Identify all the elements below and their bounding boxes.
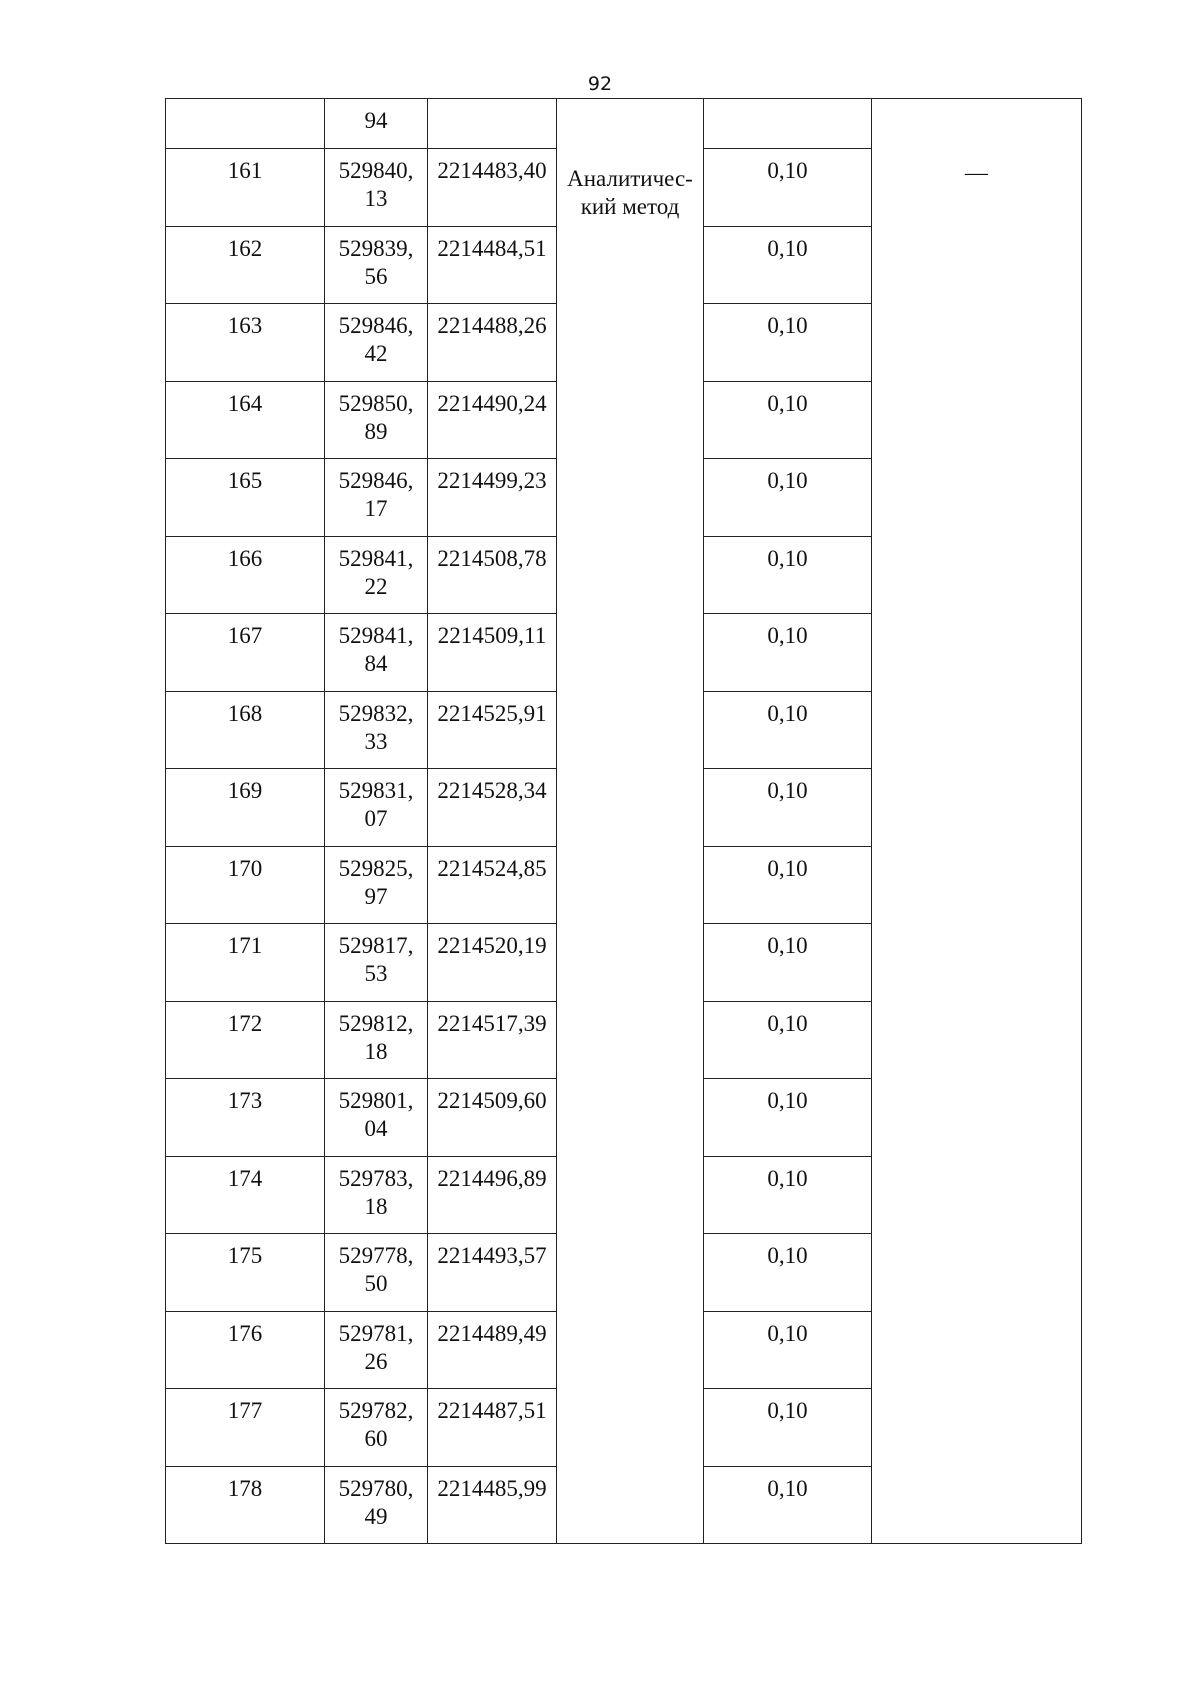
cell-x-fraction: 17	[364, 496, 388, 521]
cell-x-fraction: 18	[364, 1193, 388, 1219]
coordinates-table	[165, 98, 1082, 1544]
cell-error: 0,10	[704, 149, 872, 227]
cell-x	[325, 1079, 428, 1157]
cell-error: 0,10	[704, 769, 872, 847]
cell-point-number: 163	[166, 304, 325, 382]
cell-x-fraction: 26	[364, 1348, 388, 1374]
cell-x-fraction: 18	[364, 1038, 388, 1064]
cell-y: 2214493,57	[428, 1234, 557, 1312]
cell-point-number: 168	[166, 691, 325, 769]
cell-x-fraction: 89	[364, 418, 388, 444]
cell-y: 2214528,34	[428, 769, 557, 847]
cell-x	[325, 381, 428, 459]
cell-error: 0,10	[704, 1079, 872, 1157]
coordinates-table-body	[166, 99, 1082, 1544]
cell-error: 0,10	[704, 1156, 872, 1234]
cell-x-integer: 529846,	[338, 468, 414, 493]
cell-x	[325, 1466, 428, 1544]
cell-error: 0,10	[704, 1389, 872, 1467]
cell-error: 0,10	[704, 1311, 872, 1389]
cell-x-integer: 529812,	[338, 1010, 414, 1036]
cell-y: 2214517,39	[428, 1001, 557, 1079]
cell-x-fraction: 49	[364, 1503, 388, 1529]
cell-x-integer: 529801,	[338, 1088, 414, 1113]
cell-x-integer: 529846,	[338, 313, 414, 338]
cell-x	[325, 1389, 428, 1467]
cell-error: 0,10	[704, 304, 872, 382]
cell-y: 2214496,89	[428, 1156, 557, 1234]
cell-x-fraction: 13	[364, 186, 388, 211]
cell-error: 0,10	[704, 1466, 872, 1544]
cell-point-number: 178	[166, 1466, 325, 1544]
cell-error: 0,10	[704, 536, 872, 614]
cell-point-number: 169	[166, 769, 325, 847]
cell-error: 0,10	[704, 691, 872, 769]
cell-point-number: 174	[166, 1156, 325, 1234]
cell-error: 0,10	[704, 1001, 872, 1079]
cell-point-number: 170	[166, 846, 325, 924]
cell-y: 2214485,99	[428, 1466, 557, 1544]
cell-y: 2214525,91	[428, 691, 557, 769]
cell-x-integer: 529780,	[338, 1475, 414, 1501]
cell-x-fraction: 42	[364, 341, 388, 366]
cell-x	[325, 1001, 428, 1079]
cell-x-integer: 529840,	[338, 158, 414, 183]
cell-error: 0,10	[704, 614, 872, 692]
method-text: Аналитичес-кий метод	[567, 166, 693, 219]
cell-x-integer: 529832,	[338, 700, 414, 726]
cell-y: 2214508,78	[428, 536, 557, 614]
cell-y: 2214509,11	[428, 614, 557, 692]
cell-x-integer: 529839,	[338, 235, 414, 261]
cell-point-number	[166, 99, 325, 149]
cell-x	[325, 1156, 428, 1234]
cell-x-integer: 529841,	[338, 545, 414, 571]
cell-x-fraction: 22	[364, 573, 388, 599]
cell-x	[325, 226, 428, 304]
cell-point-number: 162	[166, 226, 325, 304]
cell-point-number: 173	[166, 1079, 325, 1157]
cell-error: 0,10	[704, 924, 872, 1002]
cell-point-number: 161	[166, 149, 325, 227]
cell-x-integer: 529841,	[338, 623, 414, 648]
cell-point-number: 167	[166, 614, 325, 692]
cell-x-integer: 529817,	[338, 933, 414, 958]
cell-x-integer: 529783,	[338, 1165, 414, 1191]
cell-x	[325, 304, 428, 382]
cell-y: 2214524,85	[428, 846, 557, 924]
cell-point-number: 166	[166, 536, 325, 614]
cell-x-integer: 529825,	[338, 855, 414, 881]
cell-y: 2214489,49	[428, 1311, 557, 1389]
cell-x	[325, 1311, 428, 1389]
cell-x-fraction: 84	[364, 651, 388, 676]
cell-point-number: 165	[166, 459, 325, 537]
note-text: —	[965, 160, 988, 185]
cell-x	[325, 924, 428, 1002]
cell-point-number: 176	[166, 1311, 325, 1389]
cell-x-fraction: 04	[364, 1116, 388, 1141]
cell-point-number: 171	[166, 924, 325, 1002]
cell-point-number: 172	[166, 1001, 325, 1079]
cell-error: 0,10	[704, 846, 872, 924]
cell-x	[325, 149, 428, 227]
cell-x	[325, 769, 428, 847]
cell-x-integer: 529850,	[338, 390, 414, 416]
cell-y: 2214499,23	[428, 459, 557, 537]
cell-method	[557, 99, 704, 1544]
cell-x-fraction: 33	[364, 728, 388, 754]
cell-error: 0,10	[704, 381, 872, 459]
cell-y	[428, 99, 557, 149]
cell-x-integer: 529781,	[338, 1320, 414, 1346]
cell-y: 2214520,19	[428, 924, 557, 1002]
cell-x	[325, 614, 428, 692]
cell-y: 2214488,26	[428, 304, 557, 382]
cell-y: 2214509,60	[428, 1079, 557, 1157]
cell-error: 0,10	[704, 1234, 872, 1312]
cell-x-fraction: 53	[364, 961, 388, 986]
cell-x	[325, 1234, 428, 1312]
cell-x-fraction: 60	[364, 1426, 388, 1451]
cell-x-fraction: 56	[364, 263, 388, 289]
cell-x-fraction: 97	[364, 883, 388, 909]
cell-y: 2214483,40	[428, 149, 557, 227]
table-row-carry	[166, 99, 1082, 149]
cell-y: 2214490,24	[428, 381, 557, 459]
cell-point-number: 175	[166, 1234, 325, 1312]
cell-x	[325, 691, 428, 769]
cell-error: 0,10	[704, 226, 872, 304]
cell-x-fraction: 07	[364, 806, 388, 831]
cell-y: 2214484,51	[428, 226, 557, 304]
cell-x-tail: 94	[325, 99, 428, 149]
cell-y: 2214487,51	[428, 1389, 557, 1467]
cell-x-fraction: 50	[364, 1271, 388, 1296]
cell-x	[325, 846, 428, 924]
cell-note	[872, 99, 1082, 1544]
page-number: 92	[587, 73, 613, 95]
cell-x-integer: 529831,	[338, 778, 414, 803]
cell-x	[325, 459, 428, 537]
cell-point-number: 177	[166, 1389, 325, 1467]
cell-error: 0,10	[704, 459, 872, 537]
cell-x-integer: 529782,	[338, 1398, 414, 1423]
cell-x	[325, 536, 428, 614]
cell-x-integer: 529778,	[338, 1243, 414, 1268]
cell-error	[704, 99, 872, 149]
cell-point-number: 164	[166, 381, 325, 459]
